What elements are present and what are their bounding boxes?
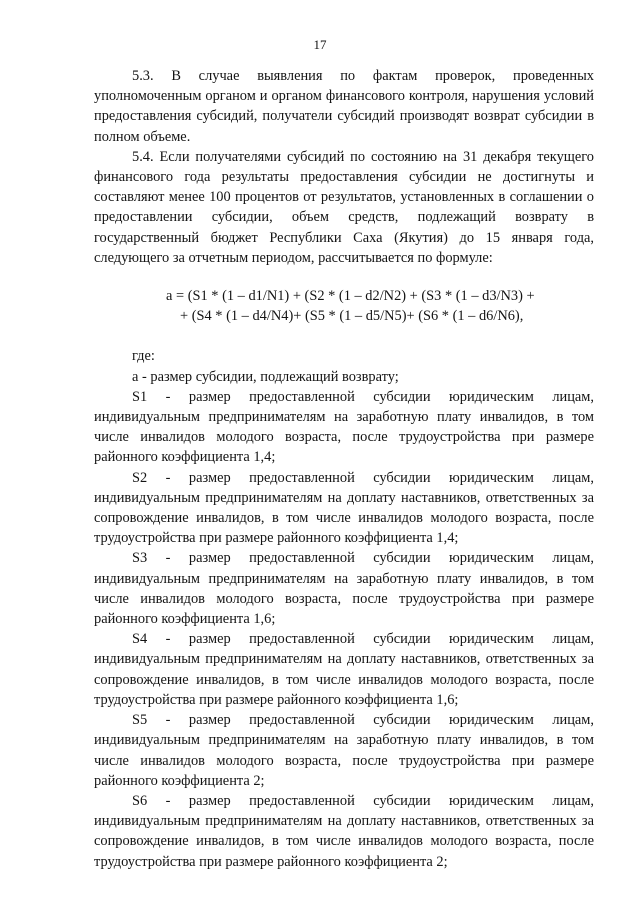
- definition-s3: S3 - размер предоставленной субсидии юридическим лицам, индивидуальным предпринимателям на заработную плату инвалидов, в том числе инвалидов молодого возраста, после трудоустройства при размере районного коэффициента 1,6;: [94, 550, 594, 628]
- definition-s2: S2 - размер предоставленной субсидии юридическим лицам, индивидуальным предпринимателям на доплату наставников, ответственных за сопровождение инвалидов, в том числе инвалидов молодого возраста, после трудоустройства при размере районного коэффициента 1,4;: [94, 469, 594, 547]
- definition-s6: S6 - размер предоставленной субсидии юридическим лицам, индивидуальным предпринимателям на доплату наставников, ответственных за сопровождение инвалидов, в том числе инвалидов молодого возраста, после трудоустройства при размере районного коэффициента 2;: [94, 792, 594, 870]
- where-label: где:: [132, 348, 155, 365]
- definition-s5: S5 - размер предоставленной субсидии юридическим лицам, индивидуальным предпринимателям на заработную плату инвалидов, в том числе инвалидов молодого возраста, после трудоустройства при размере районного коэффициента 2;: [94, 712, 594, 789]
- definition-a: а - размер субсидии, подлежащий возврату;: [132, 368, 399, 385]
- formula-spacer: [94, 326, 594, 346]
- definition-s4: S4 - размер предоставленной субсидии юридическим лицам, индивидуальным предпринимателям на доплату наставников, ответственных за сопровождение инвалидов, в том числе инвалидов молодого возраста, после трудоустройства при размере районного коэффициента 1,6;: [94, 631, 594, 708]
- document-body: [94, 66, 594, 872]
- paragraph-5-4: 5.4. Если получателями субсидий по состоянию на 31 декабря текущего финансового года результаты предоставления субсидии не достигнуты и составляют менее 100 процентов от результатов, установленных в соглашении о предоставлении субсидии, объем средств, подлежащий возврату в государственный бюджет Республики Саха (Якутия) до 15 января года, следующего за отчетным периодом, рассчитывается по формуле:: [94, 148, 594, 266]
- definition-s1: S1 - размер предоставленной субсидии юридическим лицам, индивидуальным предпринимателям на заработную плату инвалидов, в том числе инвалидов молодого возраста, после трудоустройства при размере районного коэффициента 1,4;: [94, 388, 594, 466]
- formula-line-1: a = (S1 * (1 – d1/N1) + (S2 * (1 – d2/N2) + (S3 * (1 – d3/N3) +: [166, 288, 535, 305]
- formula-line-2: + (S4 * (1 – d4/N4)+ (S5 * (1 – d5/N5)+ (S6 * (1 – d6/N6),: [180, 308, 524, 325]
- paragraph-5-3: 5.3. В случае выявления по фактам проверок, проведенных уполномоченным органом и органом финансового контроля, нарушения условий предоставления субсидий, получатели субсидий производят возврат субсидии в полном объеме.: [94, 68, 594, 145]
- page-number: 17: [313, 37, 327, 52]
